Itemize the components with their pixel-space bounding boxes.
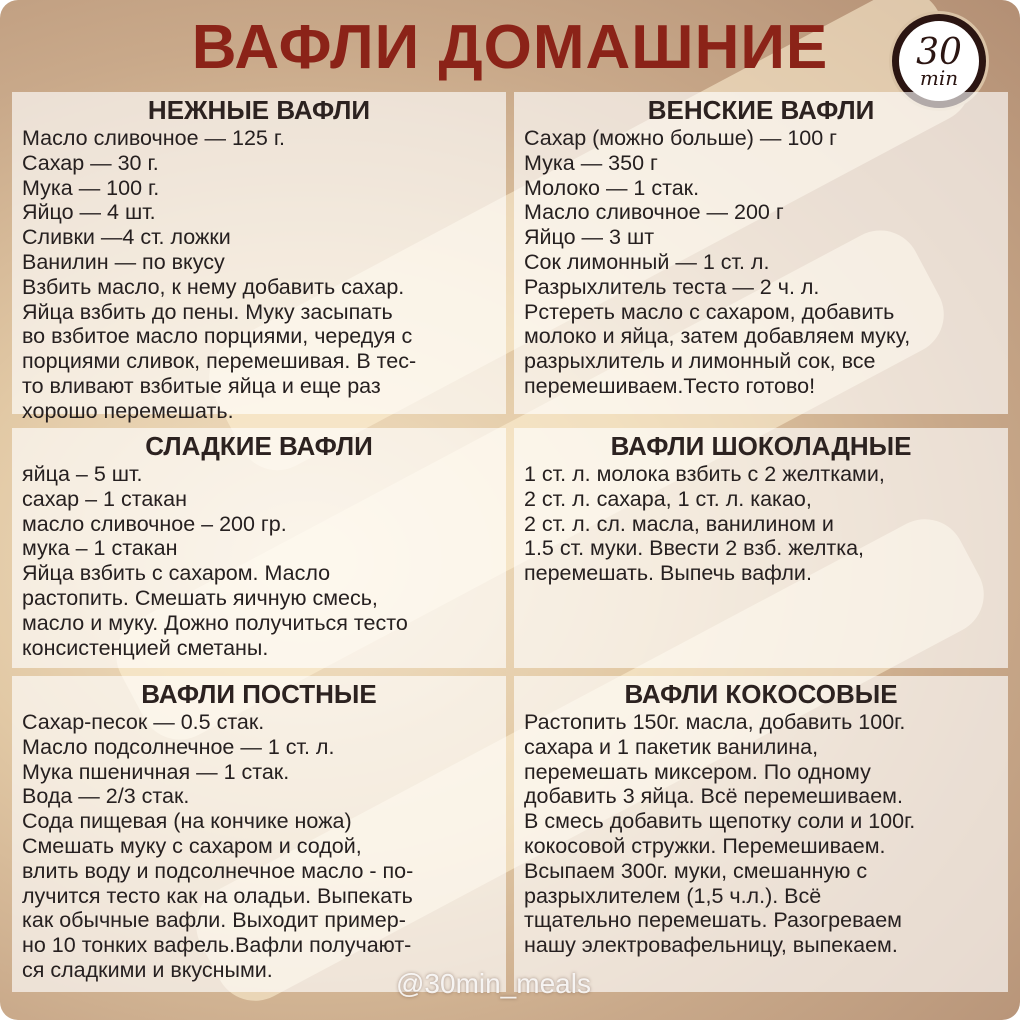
watermark: @30min_meals (396, 968, 591, 999)
recipe-line: Яйцо — 4 шт. (22, 200, 156, 225)
recipe-line: ся сладкими и вкусными. (22, 957, 273, 982)
recipe-line: Мука — 350 г (524, 150, 658, 175)
recipe-title: ВАФЛИ КОКОСОВЫЕ (624, 679, 898, 709)
recipe-card (514, 92, 1008, 414)
recipe-line: Взбить масло, к нему добавить сахар. (22, 274, 405, 299)
recipe-line: хорошо перемешать. (22, 398, 234, 423)
recipe-line: сахар – 1 стакан (22, 486, 187, 511)
page-title: ВАФЛИ ДОМАШНИЕ (191, 13, 829, 82)
recipe-line: лучится тесто как на оладьи. Выпекать (22, 883, 413, 908)
recipe-line: масло сливочное – 200 гр. (22, 511, 287, 536)
recipe-card (514, 428, 1008, 668)
recipe-text (524, 126, 998, 399)
recipe-line: сахара и 1 пакетик ванилина, (524, 734, 819, 759)
recipe-line: Растопить 150г. масла, добавить 100г. (524, 710, 906, 734)
recipe-line: мука – 1 стакан (22, 536, 178, 561)
recipe-title: ВАФЛИ ПОСТНЫЕ (141, 679, 377, 709)
recipe-line: молоко и яйца, затем добавляем муку, (524, 324, 911, 349)
recipe-line: во взбитое масло порциями, чередуя с (22, 324, 413, 349)
recipe-line: перемешать миксером. По одному (524, 759, 871, 784)
recipe-line: порциями сливок, перемешивая. В тес- (22, 349, 417, 374)
recipe-line: растопить. Смешать яичную смесь, (22, 585, 378, 610)
recipe-line: то вливают взбитые яйца и еще раз (22, 373, 381, 398)
recipe-line: Яйца взбить до пены. Муку засыпать (22, 299, 393, 324)
recipe-line: разрыхлитель и лимонный сок, все (524, 349, 876, 374)
recipe-line: влить воду и подсолнечное масло - по- (22, 858, 414, 883)
recipe-title: ВЕНСКИЕ ВАФЛИ (647, 95, 875, 125)
recipe-line: Сахар-песок — 0.5 стак. (22, 710, 265, 734)
recipe-title: ВАФЛИ ШОКОЛАДНЫЕ (610, 431, 912, 461)
recipe-line: Молоко — 1 стак. (524, 175, 700, 200)
recipe-text (22, 462, 496, 660)
recipe-line: Мука — 100 г. (22, 175, 160, 200)
recipe-line: Масло сливочное — 200 г (524, 200, 784, 225)
recipe-title: НЕЖНЫЕ ВАФЛИ (147, 95, 371, 125)
recipe-line: тщательно перемешать. Разогреваем (524, 908, 902, 933)
recipe-line: яйца – 5 шт. (22, 462, 143, 486)
recipe-card (12, 676, 506, 992)
recipe-line: Мука пшеничная — 1 стак. (22, 759, 290, 784)
recipe-line: Смешать муку с сахаром и содой, (22, 833, 362, 858)
recipe-line: Ванилин — по вкусу (22, 249, 225, 274)
recipe-text (524, 710, 998, 958)
recipe-line: Вода — 2/3 стак. (22, 784, 190, 809)
recipe-line: Сахар — 30 г. (22, 150, 159, 175)
recipe-card (12, 428, 506, 668)
recipe-text (22, 126, 496, 424)
recipe-line: добавить 3 яйца. Всё перемешиваем. (524, 784, 903, 809)
logo-unit: min (919, 66, 959, 90)
recipe-line: 1.5 ст. муки. Ввести 2 взб. желтка, (524, 536, 865, 561)
recipe-line: Сода пищевая (на кончике ножа) (22, 809, 352, 834)
recipe-title: СЛАДКИЕ ВАФЛИ (145, 431, 373, 461)
recipe-line: как обычные вафли. Выходит пример- (22, 908, 406, 933)
recipe-line: 2 ст. л. сл. масла, ванилином и (524, 511, 834, 536)
recipe-card (12, 92, 506, 423)
recipe-line: Рстереть масло с сахаром, добавить (524, 299, 895, 324)
recipe-line: Всыпаем 300г. муки, смешанную с (524, 858, 868, 883)
recipe-line: В смесь добавить щепотку соли и 100г. (524, 809, 916, 834)
recipe-line: Масло сливочное — 125 г. (22, 126, 286, 150)
recipe-line: Сок лимонный — 1 ст. л. (524, 249, 770, 274)
recipe-line: разрыхлителем (1,5 ч.л.). Всё (524, 883, 822, 908)
recipe-line: нашу электровафельницу, выпекаем. (524, 933, 898, 958)
recipe-line: Сливки —4 ст. ложки (22, 225, 231, 250)
recipe-line: но 10 тонких вафель.Вафли получают- (22, 933, 412, 958)
recipe-text (22, 710, 496, 983)
recipe-line: Яйца взбить с сахаром. Масло (22, 561, 331, 586)
recipe-line: Разрыхлитель теста — 2 ч. л. (524, 274, 820, 299)
recipe-text (524, 462, 998, 586)
recipe-line: перемешать. Выпечь вафли. (524, 561, 812, 586)
recipe-line: Яйцо — 3 шт (524, 225, 655, 250)
recipe-line: консистенцией сметаны. (22, 635, 269, 660)
recipe-line: кокосовой стружки. Перемешиваем. (524, 833, 886, 858)
recipe-line: Масло подсолнечное — 1 ст. л. (22, 734, 335, 759)
recipe-line: 1 ст. л. молока взбить с 2 желтками, (524, 462, 885, 486)
logo-number: 30 (916, 32, 962, 73)
recipe-line: масло и муку. Дожно получиться тесто (22, 610, 408, 635)
recipe-line: 2 ст. л. сахара, 1 ст. л. какао, (524, 486, 812, 511)
recipe-card (514, 676, 1008, 992)
recipe-line: Сахар (можно больше) — 100 г (524, 126, 838, 150)
recipe-line: перемешиваем.Тесто готово! (524, 373, 816, 398)
